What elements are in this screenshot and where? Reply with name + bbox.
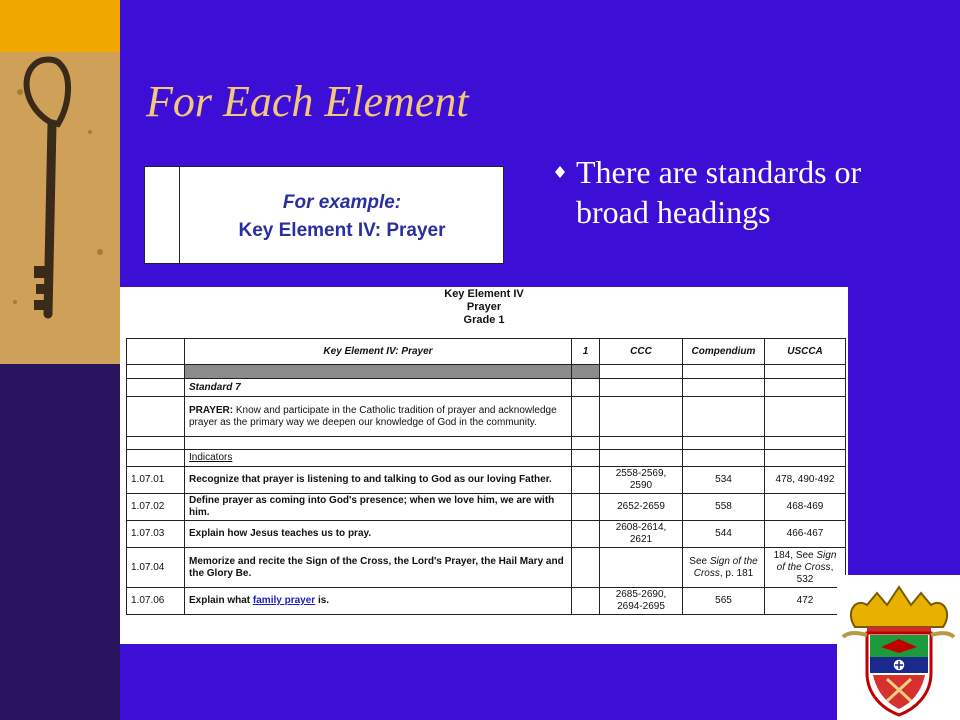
uscca-reference: 472 <box>765 588 846 615</box>
table-cell <box>600 450 683 467</box>
table-cell <box>127 397 185 437</box>
table-cell <box>572 548 600 588</box>
table-cell <box>127 365 185 379</box>
indicator-code: 1.07.01 <box>127 467 185 494</box>
example-box-left-cell <box>145 167 180 263</box>
table-cell <box>600 365 683 379</box>
column-header: Key Element IV: Prayer <box>185 339 572 365</box>
example-key-element: Key Element IV: Prayer <box>238 220 446 241</box>
ccc-reference: 2652-2659 <box>600 494 683 521</box>
indicator-text-end: is. <box>315 595 330 606</box>
table-cell <box>185 450 572 467</box>
bullet-item <box>552 152 932 232</box>
indicator-text: Recognize that prayer is listening to and talking to God as our loving Father. <box>185 467 572 494</box>
family-prayer-link[interactable]: family prayer <box>252 595 316 606</box>
table-row <box>127 548 846 588</box>
indicator-code: 1.07.02 <box>127 494 185 521</box>
table-cell <box>185 437 572 450</box>
table-cell <box>683 437 765 450</box>
table-cell <box>765 365 846 379</box>
table-row <box>127 450 846 467</box>
column-header: Compendium <box>683 339 765 365</box>
column-header: USCCA <box>765 339 846 365</box>
compendium-reference: 544 <box>683 521 765 548</box>
table-row <box>127 379 846 397</box>
table-cell <box>683 450 765 467</box>
ccc-reference: 2685-2690, 2694-2695 <box>600 588 683 615</box>
table-cell <box>572 379 600 397</box>
example-box-text <box>181 189 503 245</box>
uscca-reference <box>765 548 846 588</box>
standards-table <box>126 338 846 615</box>
bullet-text: There are standards or broad headings <box>576 154 862 230</box>
table-row <box>127 494 846 521</box>
ccc-reference <box>600 548 683 588</box>
table-row <box>127 588 846 615</box>
indicators-label: Indicators <box>189 452 233 463</box>
document-heading-line: Grade 1 <box>463 314 505 326</box>
left-strip-shadow <box>0 360 120 720</box>
table-row <box>127 397 846 437</box>
table-cell <box>600 397 683 437</box>
document-heading <box>120 288 848 327</box>
column-header: 1 <box>572 339 600 365</box>
table-cell <box>765 379 846 397</box>
indicator-text: Explain how Jesus teaches us to pray. <box>185 521 572 548</box>
table-cell <box>185 365 572 379</box>
column-header: CCC <box>600 339 683 365</box>
uscca-reference: 466-467 <box>765 521 846 548</box>
table-header-row <box>127 339 846 365</box>
slide-title: For Each Element <box>146 77 469 126</box>
table-cell <box>572 467 600 494</box>
table-cell <box>683 397 765 437</box>
compendium-text: See <box>689 555 710 567</box>
table-cell <box>185 379 572 397</box>
uscca-page: , 532 <box>796 561 834 585</box>
prayer-standard-text: Know and participate in the Catholic tradition of prayer and acknowledge prayer as the primary way we deepen our knowledge of God in the community. <box>189 404 557 428</box>
standards-document-excerpt <box>120 287 848 644</box>
indicator-code: 1.07.03 <box>127 521 185 548</box>
table-cell <box>127 437 185 450</box>
compendium-reference <box>683 548 765 588</box>
table-cell <box>572 450 600 467</box>
example-callout-box <box>144 166 504 264</box>
document-heading-line: Prayer <box>466 301 502 313</box>
ccc-reference: 2558-2569, 2590 <box>600 467 683 494</box>
table-cell <box>765 450 846 467</box>
bullet-list <box>552 152 932 232</box>
table-cell <box>572 588 600 615</box>
table-cell <box>127 450 185 467</box>
table-cell <box>765 437 846 450</box>
table-cell <box>572 365 600 379</box>
table-row <box>127 521 846 548</box>
uscca-reference: 468-469 <box>765 494 846 521</box>
diocese-coat-of-arms <box>837 575 960 720</box>
indicator-text <box>185 588 572 615</box>
table-row <box>127 365 846 379</box>
indicator-text: Define prayer as coming into God's presence; when we love him, we are with him. <box>185 494 572 521</box>
table-cell <box>185 397 572 437</box>
prayer-label: PRAYER: <box>189 404 234 416</box>
document-heading-line: Key Element IV <box>444 288 524 300</box>
diamond-bullet-icon <box>554 166 566 178</box>
table-cell <box>572 494 600 521</box>
table-cell <box>572 521 600 548</box>
compendium-reference: 534 <box>683 467 765 494</box>
uscca-text: 184, See <box>773 549 817 561</box>
indicator-text: Memorize and recite the Sign of the Cross, the Lord's Prayer, the Hail Mary and the Glory Be. <box>185 548 572 588</box>
table-cell <box>127 379 185 397</box>
antique-key-photo <box>0 52 120 364</box>
column-header <box>127 339 185 365</box>
indicator-code: 1.07.06 <box>127 588 185 615</box>
table-cell <box>572 397 600 437</box>
compendium-reference: 565 <box>683 588 765 615</box>
compendium-reference: 558 <box>683 494 765 521</box>
table-cell <box>683 365 765 379</box>
compendium-page: , p. 181 <box>719 567 754 579</box>
ccc-reference: 2608-2614, 2621 <box>600 521 683 548</box>
table-cell <box>765 397 846 437</box>
indicator-text-start: Explain what <box>189 595 253 606</box>
uscca-reference: 478, 490-492 <box>765 467 846 494</box>
uscca-title: Sign of the Cross <box>776 549 837 573</box>
table-cell <box>600 379 683 397</box>
indicator-code: 1.07.04 <box>127 548 185 588</box>
standard-label: Standard 7 <box>189 381 241 393</box>
table-row <box>127 437 846 450</box>
table-cell <box>600 437 683 450</box>
table-cell <box>572 437 600 450</box>
table-row <box>127 467 846 494</box>
table-cell <box>683 379 765 397</box>
example-label: For example: <box>282 192 402 213</box>
compendium-title: Sign of the Cross <box>693 555 758 579</box>
